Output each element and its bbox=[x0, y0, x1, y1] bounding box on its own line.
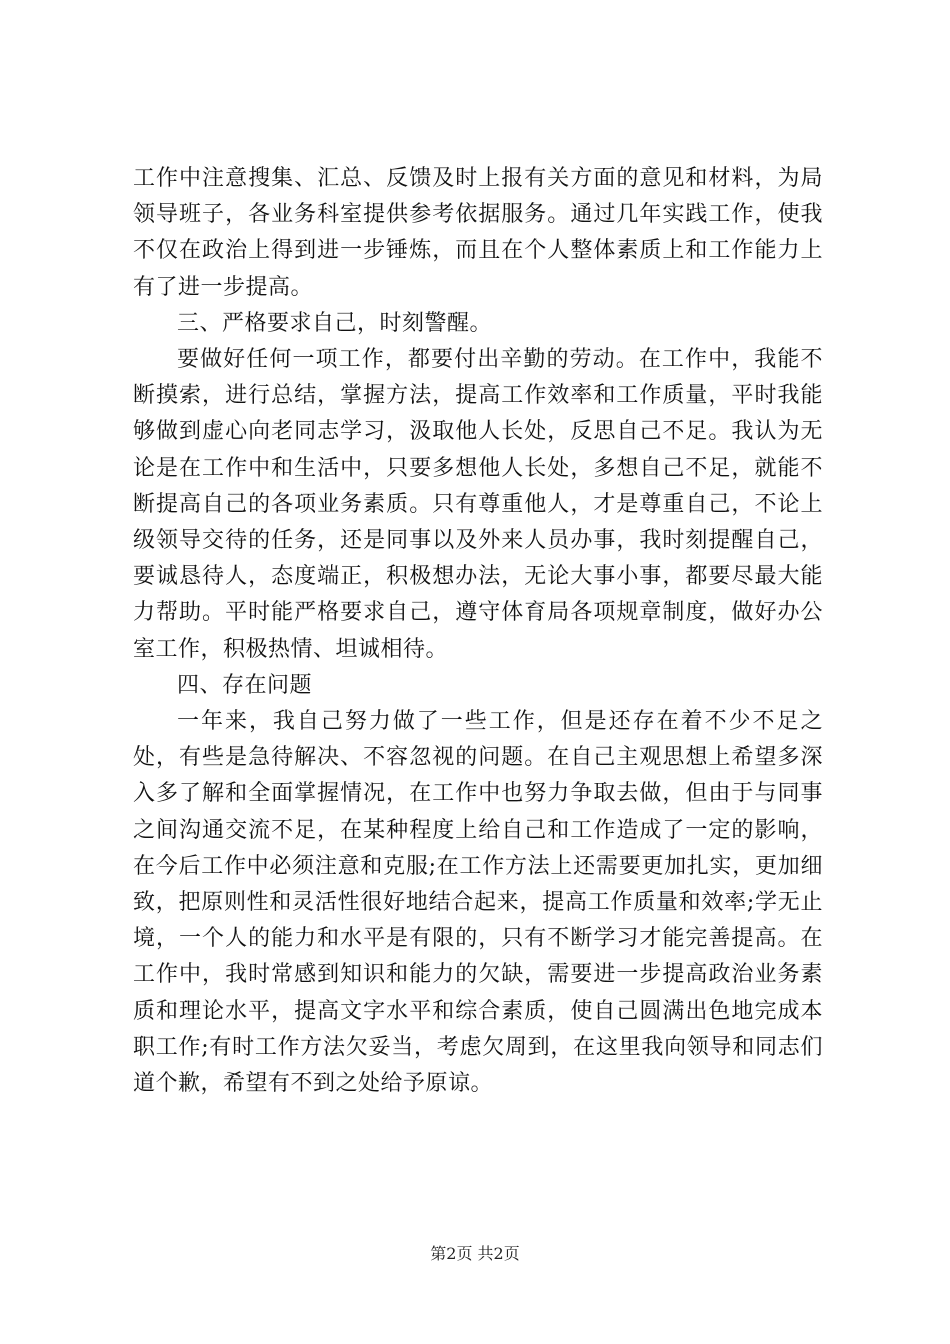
document-body bbox=[133, 161, 823, 1102]
page-footer: 第2页 共2页 bbox=[430, 1244, 520, 1263]
section-heading-three: 三、严格要求自己，时刻警醒。 bbox=[177, 310, 493, 336]
body-paragraph: 一年来，我自己努力做了一些工作，但是还存在着不少不足之处，有些是急待解决、不容忽视的问题。在自己主观思想上希望多深入多了解和全面掌握情况，在工作中也努力争取去做，但由于与同事之间沟通交流不足，在某种程度上给自己和工作造成了一定的影响，在今后工作中必须注意和克服;在工作方法上还需要更加扎实，更加细致，把原则性和灵活性很好地结合起来，提高工作质量和效率;学无止境，一个人的能力和水平是有限的，只有不断学习才能完善提高。在工作中，我时常感到知识和能力的欠缺，需要进一步提高政治业务素质和理论水平，提高文字水平和综合素质，使自己圆满出色地完成本职工作;有时工作方法欠妥当，考虑欠周到，在这里我向领导和同志们道个歉，希望有不到之处给予原谅。 bbox=[133, 709, 823, 1097]
body-paragraph: 要做好任何一项工作，都要付出辛勤的劳动。在工作中，我能不断摸索，进行总结，掌握方法，提高工作效率和工作质量，平时我能够做到虚心向老同志学习，汲取他人长处，反思自己不足。我认为无论是在工作中和生活中，只要多想他人长处，多想自己不足，就能不断提高自己的各项业务素质。只有尊重他人，才是尊重自己，不论上级领导交待的任务，还是同事以及外来人员办事，我时刻提醒自己，要诚恳待人，态度端正，积极想办法，无论大事小事，都要尽最大能力帮助。平时能严格要求自己，遵守体育局各项规章制度，做好办公室工作，积极热情、坦诚相待。 bbox=[133, 347, 823, 662]
continuation-paragraph: 工作中注意搜集、汇总、反馈及时上报有关方面的意见和材料，为局领导班子，各业务科室提供参考依据服务。通过几年实践工作，使我不仅在政治上得到进一步锤炼，而且在个人整体素质上和工作能力上有了进一步提高。 bbox=[133, 166, 823, 300]
section-heading-four: 四、存在问题 bbox=[177, 672, 313, 698]
